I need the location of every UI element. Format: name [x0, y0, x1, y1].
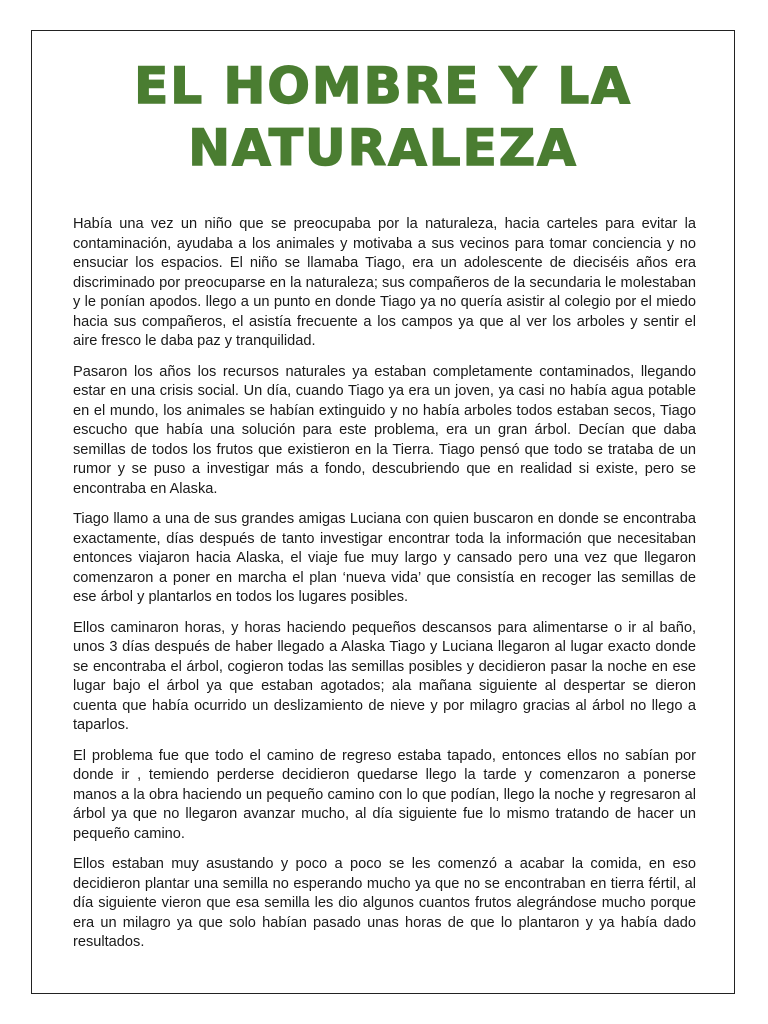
paragraph-2: Pasaron los años los recursos naturales ya estaban completamente contaminados, llegando estar en una crisis social. Un día, cuando Tiago ya era un joven, ya casi no había agua potable en el mundo, los animales se habían extinguido y no había arboles todos estaban secos, Tiago escucho que había una solución para este problema, era un gran árbol. Decían que daba semillas de todos los frutos que existieron en la Tierra. Tiago pensó que todo se trataba de un rumor y se puso a investigar más a fondo, descubriendo que en realidad si existe, pero se encontraba en Alaska. — [73, 363, 696, 497]
paragraph-1: Había una vez un niño que se preocupaba por la naturaleza, hacia carteles para evitar la contaminación, ayudaba a los animales y motivaba a sus vecinos para tomar conciencia y no ensuciar los espacios. El niño se llamaba Tiago, era un adolescente de dieciséis años era discriminado por preocuparse en la naturaleza; sus compañeros de la secundaria le molestaban y le ponían apodos. llego a un punto en donde Tiago ya no quería asistir al colegio por el miedo hacia sus compañeros, el asistía frecuente a los campos ya que al ver los arboles y sentir el aire fresco le daba paz y tranquilidad. — [73, 216, 696, 349]
paragraph-3: Tiago llamo a una de sus grandes amigas Luciana con quien buscaron en donde se encontraba exactamente, días después de tanto investigar encontrar toda la información que necesitaban entonces viajaron hacia Alaska, el viaje fue muy largo y cansado pero una vez que llegaron comenzaron a poner en marcha el plan ‘nueva vida’ que consistía en recoger las semillas de ese árbol y plantarlos en todos los lugares posibles. — [73, 511, 696, 605]
title-line-1: EL HOMBRE Y LA — [134, 57, 632, 115]
paragraph-5: El problema fue que todo el camino de regreso estaba tapado, entonces ellos no sabían por donde ir , temiendo perderse decidieron quedarse llego la tarde y comenzaron a ponerse manos a la obra haciendo un pequeño camino con lo que podían, llego la noche y regresaron al árbol ya que no llegaron avanzar mucho, al día siguiente fue lo mismo tratando de hacer un pequeño camino. — [73, 747, 696, 842]
page-title — [32, 55, 734, 179]
page-frame — [31, 30, 735, 994]
paragraph-6: Ellos estaban muy asustando y poco a poco se les comenzó a acabar la comida, en eso decidieron plantar una semilla no esperando mucho ya que no se encontraban en tierra fértil, al día siguiente vieron que esa semilla les dio algunos cuantos frutos alegrándose mucho porque era un milagro ya que solo habían pasado unas horas de que lo plantaron y ya había dado resultados. — [73, 856, 696, 950]
title-line-2: NATURALEZA — [188, 119, 578, 177]
story-body — [73, 215, 696, 964]
paragraph-4: Ellos caminaron horas, y horas haciendo pequeños descansos para alimentarse o ir al baño, unos 3 días después de haber llegado a Alaska Tiago y Luciana llegaron al lugar exacto donde se encontraba el árbol, cogieron todas las semillas posibles y decidieron pasar la noche en ese lugar bajo el árbol ya que estaban agotados; ala mañana siguiente al despertar se dieron cuenta que había ocurrido un deslizamiento de nieve y por milagro gracias al árbol no llego a taparlos. — [73, 619, 696, 733]
